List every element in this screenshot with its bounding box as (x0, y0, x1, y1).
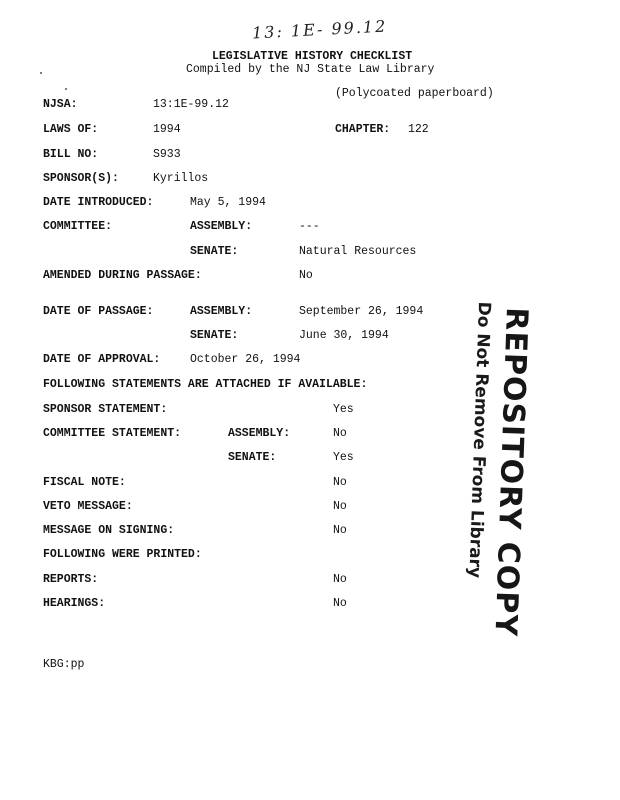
committee-statement-label: COMMITTEE STATEMENT: (43, 427, 182, 440)
date-of-approval-value: October 26, 1994 (190, 353, 301, 366)
statement-assembly-label: ASSEMBLY: (228, 427, 291, 440)
bill-no-value: S933 (153, 148, 181, 161)
handwritten-number: 13: 1E- 99.12 (251, 16, 388, 43)
following-attached-heading: FOLLOWING STATEMENTS ARE ATTACHED IF AVAILABLE: (43, 378, 368, 391)
laws-of-value: 1994 (153, 123, 181, 136)
stamp-line-2: Do Not Remove From Library (464, 301, 494, 579)
statement-senate-value: Yes (333, 451, 354, 464)
njsa-label: NJSA: (43, 98, 78, 111)
date-introduced-label: DATE INTRODUCED: (43, 196, 154, 209)
passage-assembly-label: ASSEMBLY: (190, 305, 253, 318)
veto-message-label: VETO MESSAGE: (43, 500, 133, 513)
committee-assembly-label: ASSEMBLY: (190, 220, 253, 233)
scan-speck (65, 88, 67, 90)
statement-assembly-value: No (333, 427, 347, 440)
date-introduced-value: May 5, 1994 (190, 196, 266, 209)
committee-assembly-value: --- (299, 220, 320, 233)
sponsors-value: Kyrillos (153, 172, 209, 185)
repository-copy-stamp (448, 300, 548, 638)
amended-value: No (299, 269, 313, 282)
passage-senate-label: SENATE: (190, 329, 239, 342)
statement-senate-label: SENATE: (228, 451, 277, 464)
laws-of-label: LAWS OF: (43, 123, 99, 136)
passage-assembly-value: September 26, 1994 (299, 305, 424, 318)
hearings-value: No (333, 597, 347, 610)
passage-senate-value: June 30, 1994 (299, 329, 389, 342)
njsa-value: 13:1E-99.12 (153, 98, 229, 111)
reports-label: REPORTS: (43, 573, 99, 586)
scan-speck (40, 72, 42, 74)
sponsors-label: SPONSOR(S): (43, 172, 119, 185)
committee-senate-value: Natural Resources (299, 245, 417, 258)
date-of-passage-label: DATE OF PASSAGE: (43, 305, 154, 318)
initials: KBG:pp (43, 658, 85, 671)
bill-no-label: BILL NO: (43, 148, 99, 161)
following-printed-heading: FOLLOWING WERE PRINTED: (43, 548, 202, 561)
fiscal-note-label: FISCAL NOTE: (43, 476, 126, 489)
paper-note: (Polycoated paperboard) (335, 87, 494, 100)
veto-message-value: No (333, 500, 347, 513)
date-of-approval-label: DATE OF APPROVAL: (43, 353, 161, 366)
chapter-value: 122 (408, 123, 429, 136)
hearings-label: HEARINGS: (43, 597, 106, 610)
document-subtitle: Compiled by the NJ State Law Library (186, 63, 435, 76)
reports-value: No (333, 573, 347, 586)
fiscal-note-value: No (333, 476, 347, 489)
chapter-label: CHAPTER: (335, 123, 391, 136)
sponsor-statement-label: SPONSOR STATEMENT: (43, 403, 168, 416)
message-on-signing-value: No (333, 524, 347, 537)
document-title: LEGISLATIVE HISTORY CHECKLIST (212, 50, 413, 63)
message-on-signing-label: MESSAGE ON SIGNING: (43, 524, 175, 537)
committee-senate-label: SENATE: (190, 245, 239, 258)
amended-label: AMENDED DURING PASSAGE: (43, 269, 202, 282)
stamp-line-1: REPOSITORY COPY (487, 306, 534, 638)
committee-label: COMMITTEE: (43, 220, 113, 233)
sponsor-statement-value: Yes (333, 403, 354, 416)
